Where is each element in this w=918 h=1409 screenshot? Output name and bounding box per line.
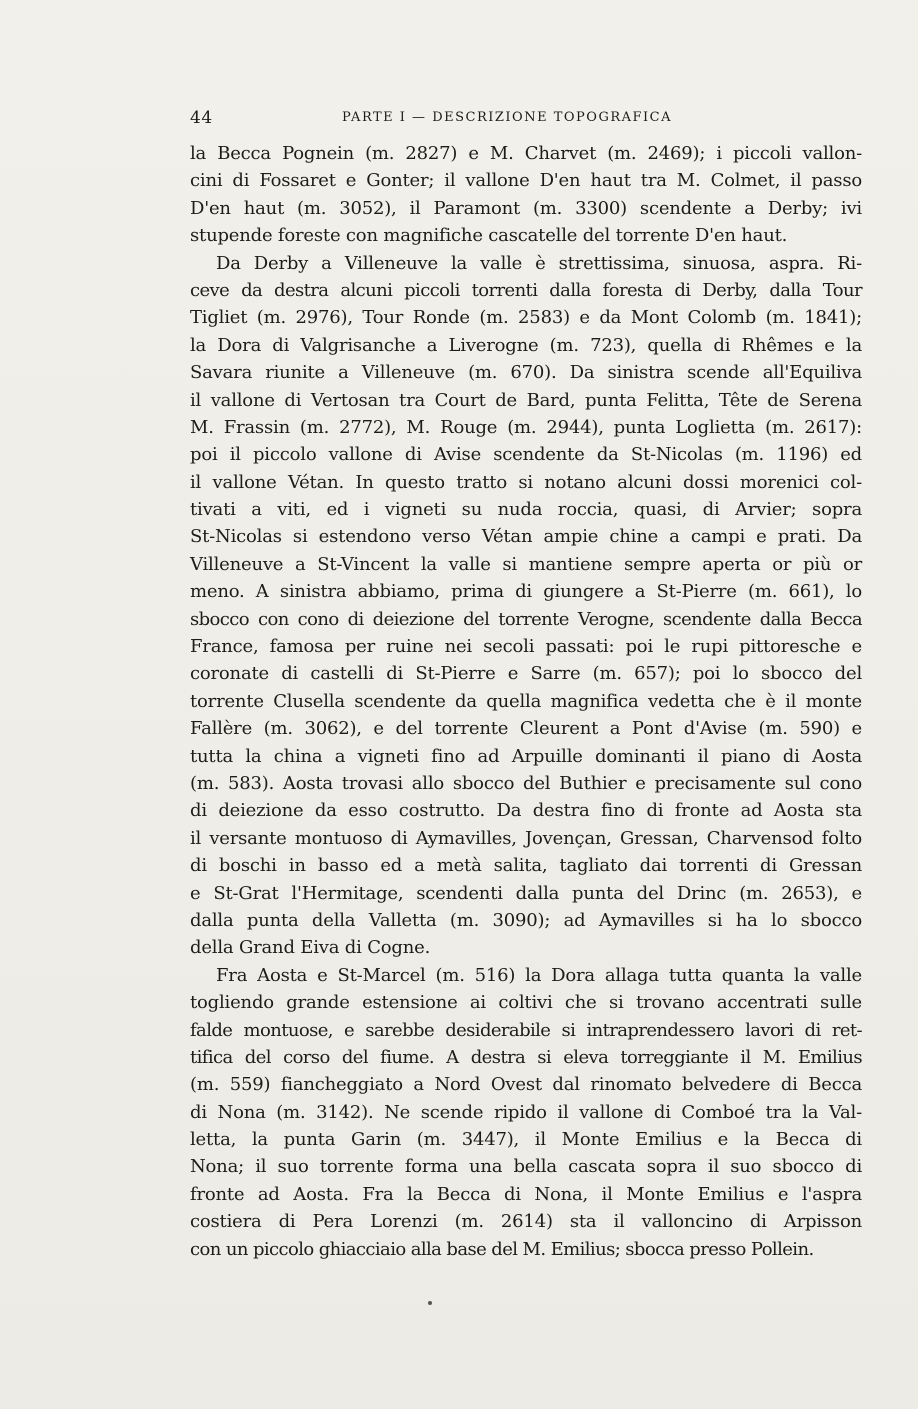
page-number: 44 bbox=[190, 108, 213, 128]
running-head: PARTE I — DESCRIZIONE TOPOGRAFICA bbox=[342, 110, 672, 125]
text-line: Nona; il suo torrente forma una bella cascata sopra il suo sbocco di bbox=[190, 1156, 862, 1178]
text-line: di Nona (m. 3142). Ne scende ripido il vallone di Comboé tra la Val- bbox=[190, 1101, 862, 1123]
text-line: tifica del corso del fiume. A destra si eleva torreggiante il M. Emilius bbox=[190, 1046, 862, 1068]
text-line: ceve da destra alcuni piccoli torrenti dalla foresta di Derby, dalla Tour bbox=[190, 279, 862, 301]
text-line: Da Derby a Villeneuve la valle è strettissima, sinuosa, aspra. Ri- bbox=[216, 252, 862, 274]
text-line: togliendo grande estensione ai coltivi che si trovano accentrati sulle bbox=[190, 992, 862, 1014]
text-line: di deiezione da esso costrutto. Da destra fino di fronte ad Aosta sta bbox=[190, 800, 862, 822]
text-line: St-Nicolas si estendono verso Vétan ampie chine a campi e prati. Da bbox=[190, 526, 862, 548]
text-line: (m. 559) fiancheggiato a Nord Ovest dal rinomato belvedere di Becca bbox=[190, 1074, 862, 1096]
paragraph bbox=[190, 250, 862, 962]
text-line: il versante montuoso di Aymavilles, Jovençan, Gressan, Charvensod folto bbox=[190, 827, 862, 849]
paragraph-container bbox=[190, 140, 862, 1263]
text-line: M. Frassin (m. 2772), M. Rouge (m. 2944), punta Loglietta (m. 2617): bbox=[190, 416, 862, 438]
text-line: della Grand Eiva di Cogne. bbox=[190, 937, 431, 959]
text-line: tivati a viti, ed i vigneti su nuda roccia, quasi, di Arvier; sopra bbox=[190, 499, 862, 521]
text-line: costiera di Pera Lorenzi (m. 2614) sta il valloncino di Arpisson bbox=[190, 1211, 862, 1233]
print-speck bbox=[428, 1301, 432, 1305]
text-line: con un piccolo ghiacciaio alla base del M. Emilius; sbocca presso Pollein. bbox=[190, 1238, 814, 1260]
page-header bbox=[190, 104, 862, 130]
text-line: il vallone Vétan. In questo tratto si notano alcuni dossi morenici col- bbox=[190, 471, 862, 493]
text-line: poi il piccolo vallone di Avise scendente da St-Nicolas (m. 1196) ed bbox=[190, 444, 862, 466]
text-line: (m. 583). Aosta trovasi allo sbocco del Buthier e precisamente sul cono bbox=[190, 772, 862, 794]
text-line: coronate di castelli di St-Pierre e Sarre (m. 657); poi lo sbocco del bbox=[190, 663, 862, 685]
text-line: Fallère (m. 3062), e del torrente Cleurent a Pont d'Avise (m. 590) e bbox=[190, 718, 862, 740]
text-line: stupende foreste con magnifiche cascatelle del torrente D'en haut. bbox=[190, 225, 788, 247]
paragraph bbox=[190, 962, 862, 1263]
text-line: fronte ad Aosta. Fra la Becca di Nona, il Monte Emilius e l'aspra bbox=[190, 1183, 862, 1205]
text-line: meno. A sinistra abbiamo, prima di giungere a St-Pierre (m. 661), lo bbox=[190, 581, 862, 603]
text-line: dalla punta della Valletta (m. 3090); ad Aymavilles si ha lo sbocco bbox=[190, 909, 862, 931]
text-line: falde montuose, e sarebbe desiderabile si intraprendessero lavori di ret- bbox=[190, 1019, 862, 1041]
text-line: Tigliet (m. 2976), Tour Ronde (m. 2583) e da Mont Colomb (m. 1841); bbox=[190, 307, 862, 329]
text-line: torrente Clusella scendente da quella magnifica vedetta che è il monte bbox=[190, 690, 862, 712]
paragraph bbox=[190, 140, 862, 250]
body-text bbox=[190, 140, 862, 1263]
text-line: D'en haut (m. 3052), il Paramont (m. 3300) scendente a Derby; ivi bbox=[190, 197, 862, 219]
text-line: la Dora di Valgrisanche a Liverogne (m. 723), quella di Rhêmes e la bbox=[190, 334, 862, 356]
text-line: di boschi in basso ed a metà salita, tagliato dai torrenti di Gressan bbox=[190, 855, 862, 877]
text-line: Villeneuve a St-Vincent la valle si mantiene sempre aperta or più or bbox=[190, 553, 862, 575]
text-line: la Becca Pognein (m. 2827) e M. Charvet (m. 2469); i piccoli vallon- bbox=[190, 143, 862, 164]
text-line: e St-Grat l'Hermitage, scendenti dalla punta del Drinc (m. 2653), e bbox=[190, 882, 862, 904]
text-line: Savara riunite a Villeneuve (m. 670). Da sinistra scende all'Equiliva bbox=[190, 362, 862, 384]
text-line: il vallone di Vertosan tra Court de Bard, punta Felitta, Tête de Serena bbox=[190, 389, 862, 411]
text-line: cini di Fossaret e Gonter; il vallone D'en haut tra M. Colmet, il passo bbox=[190, 170, 862, 192]
text-line: France, famosa per ruine nei secoli passati: poi le rupi pittoresche e bbox=[190, 636, 862, 658]
text-line: tutta la china a vigneti fino ad Arpuille dominanti il piano di Aosta bbox=[190, 745, 862, 767]
text-line: Fra Aosta e St-Marcel (m. 516) la Dora allaga tutta quanta la valle bbox=[216, 964, 862, 986]
text-line: sbocco con cono di deiezione del torrente Verogne, scendente dalla Becca bbox=[190, 608, 862, 630]
text-line: letta, la punta Garin (m. 3447), il Monte Emilius e la Becca di bbox=[190, 1129, 862, 1151]
